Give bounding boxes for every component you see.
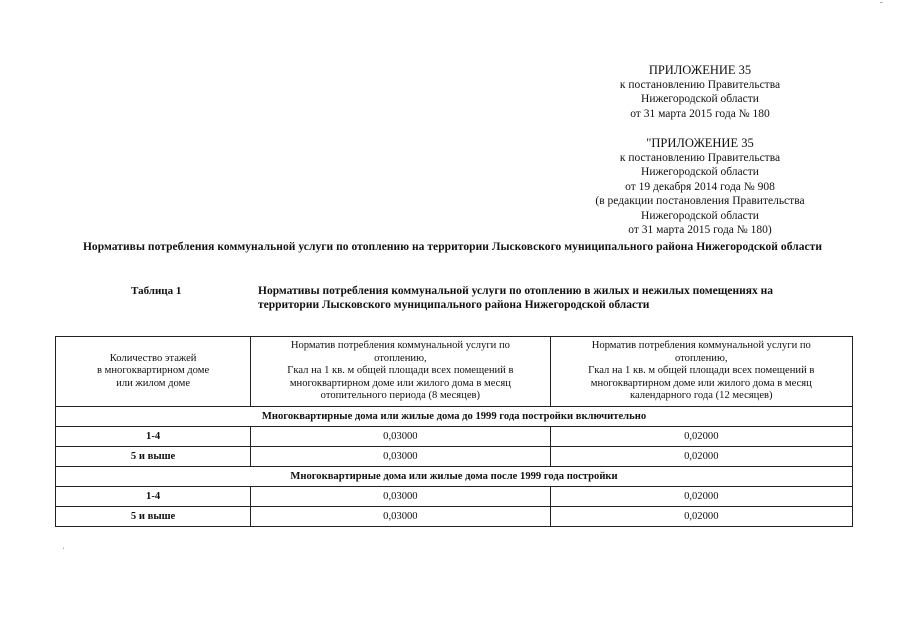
cell-heating-period: 0,03000 xyxy=(251,427,550,447)
appendix-current-line: от 31 марта 2015 года № 180 xyxy=(630,107,770,120)
header-line: отоплению, xyxy=(374,352,427,364)
appendix-current-line: Нижегородской области xyxy=(641,93,759,105)
section-row xyxy=(56,407,853,427)
scan-speck: ˌ xyxy=(62,540,65,549)
cell-floors: 1-4 xyxy=(56,427,251,447)
cell-calendar-year: 0,02000 xyxy=(550,427,852,447)
header-line: Норматив потребления коммунальной услуги по xyxy=(290,340,510,352)
appendix-previous-line: от 31 марта 2015 года № 180) xyxy=(628,224,772,236)
section-row xyxy=(56,467,853,487)
header-line: многоквартирном доме или жилого дома в месяц xyxy=(590,377,812,389)
table-row xyxy=(56,507,853,527)
appendix-current-title: ПРИЛОЖЕНИЕ 35 xyxy=(648,63,752,77)
appendix-previous-line: Нижегородской области xyxy=(641,209,759,222)
appendix-previous-line: (в редакции постановления Правительства xyxy=(595,195,805,207)
table-row xyxy=(56,447,853,467)
table-title: Нормативы потребления коммунальной услуги по отоплению в жилых и нежилых помещениях на территории Лысковского муниципального района Нижегородской области xyxy=(258,285,774,311)
header-line: отоплению, xyxy=(675,352,728,364)
table-label: Таблица 1 xyxy=(131,285,182,297)
header-line: Норматив потребления коммунальной услуги по xyxy=(591,340,811,352)
header-line: отопительного периода (8 месяцев) xyxy=(320,390,481,402)
cell-calendar-year: 0,02000 xyxy=(550,487,852,507)
cell-heating-period: 0,03000 xyxy=(251,487,550,507)
header-line: многоквартирном доме или жилого дома в месяц xyxy=(289,377,511,389)
header-floors xyxy=(56,337,251,407)
cell-calendar-year: 0,02000 xyxy=(550,447,852,467)
header-heating-period xyxy=(251,337,550,407)
header-line: или жилом доме xyxy=(116,377,191,389)
appendix-previous-line: Нижегородской области xyxy=(641,166,759,178)
header-line: Количество этажей xyxy=(109,352,197,364)
appendix-current-line: к постановлению Правительства xyxy=(619,78,781,91)
header-line: Гкал на 1 кв. м общей площади всех помещений в xyxy=(588,365,815,377)
header-line: Гкал на 1 кв. м общей площади всех помещений в xyxy=(287,365,514,377)
cell-floors: 5 и выше xyxy=(56,507,251,527)
section-title: Многоквартирные дома или жилые дома до 1999 года постройки включительно xyxy=(56,407,853,427)
appendix-previous-title: "ПРИЛОЖЕНИЕ 35 xyxy=(646,136,754,150)
table-header-row xyxy=(56,337,853,407)
table-row xyxy=(56,427,853,447)
document-title: Нормативы потребления коммунальной услуги по отоплению на территории Лысковского муниципального района Нижегородской области xyxy=(82,241,823,253)
section-title: Многоквартирные дома или жилые дома после 1999 года постройки xyxy=(56,467,853,487)
cell-floors: 5 и выше xyxy=(56,447,251,467)
norms-table xyxy=(55,336,853,527)
appendix-previous-block xyxy=(550,136,850,238)
header-line: календарного года (12 месяцев) xyxy=(630,390,773,402)
appendix-previous-line: от 19 декабря 2014 года № 908 xyxy=(625,180,775,193)
header-calendar-year xyxy=(550,337,852,407)
scan-speck: ˉ xyxy=(880,0,883,9)
cell-heating-period: 0,03000 xyxy=(251,507,550,527)
cell-heating-period: 0,03000 xyxy=(251,447,550,467)
table-row xyxy=(56,487,853,507)
cell-floors: 1-4 xyxy=(56,487,251,507)
appendix-current-block xyxy=(570,63,830,121)
cell-calendar-year: 0,02000 xyxy=(550,507,852,527)
appendix-previous-line: к постановлению Правительства xyxy=(619,151,781,164)
header-line: в многоквартирном доме xyxy=(97,365,210,377)
